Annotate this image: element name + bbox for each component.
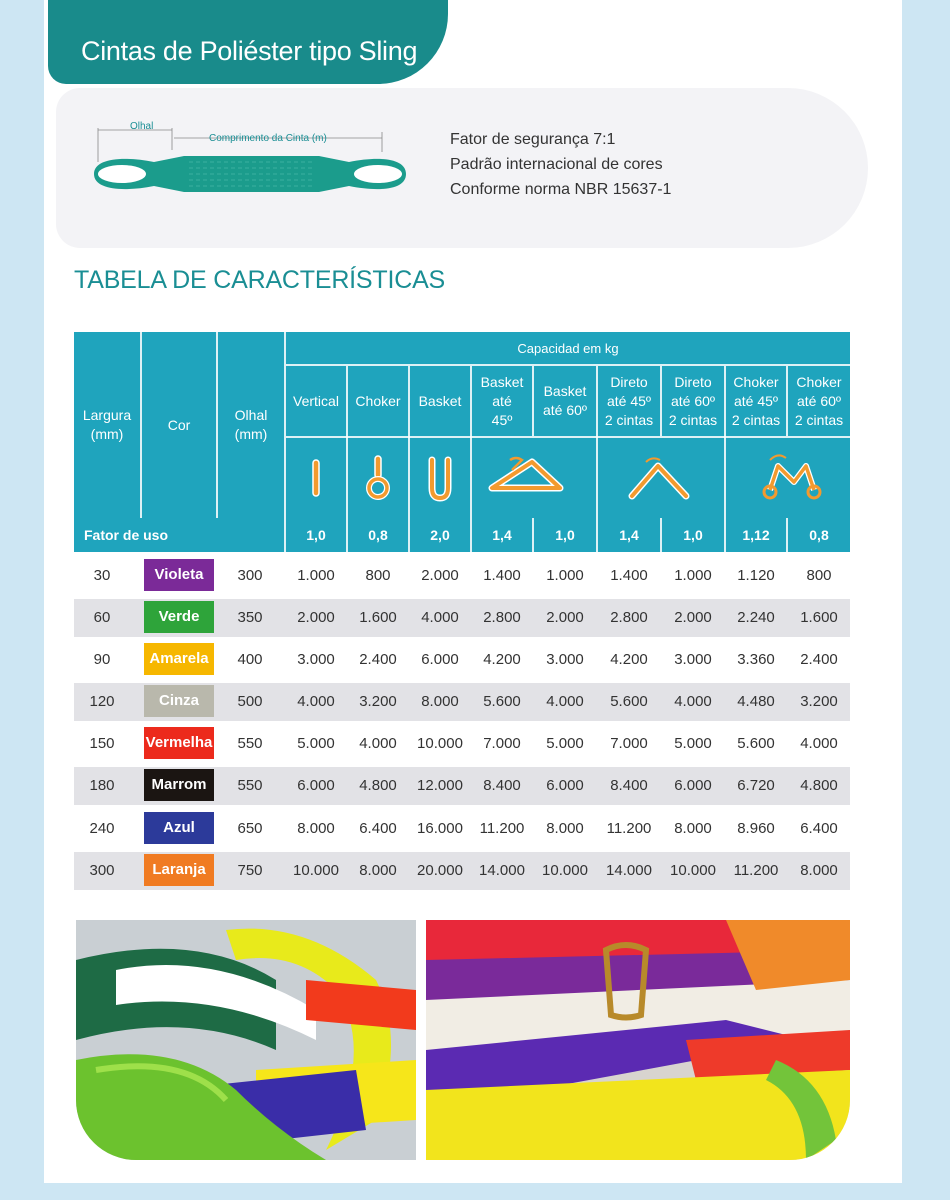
divider — [216, 332, 218, 518]
col-header-vertical: Vertical — [293, 392, 339, 409]
spec-norm: Conforme norma NBR 15637-1 — [450, 181, 672, 198]
cell-largura: 240 — [89, 820, 115, 837]
color-chip: Verde — [144, 601, 214, 633]
spec-color-standard: Padrão internacional de cores — [450, 156, 663, 173]
cell-value: 1.000 — [674, 567, 712, 584]
cell-value: 6.400 — [359, 820, 397, 837]
cell-value: 1.000 — [297, 567, 335, 584]
cell-largura: 90 — [93, 651, 111, 668]
factor-vertical: 1,0 — [306, 527, 326, 543]
table-row — [74, 852, 850, 890]
cell-olhal: 550 — [237, 777, 263, 794]
cell-value: 8.000 — [359, 862, 397, 879]
divider — [596, 518, 598, 552]
cell-value: 1.600 — [800, 609, 838, 626]
cell-olhal: 750 — [237, 862, 263, 879]
title-banner — [48, 0, 448, 84]
factor-choker-60: 0,8 — [809, 527, 829, 543]
cell-value: 1.600 — [359, 609, 397, 626]
cell-value: 10.000 — [293, 862, 339, 879]
col-header-basket-60: Basket até 60º — [542, 383, 588, 418]
cell-value: 4.000 — [421, 609, 459, 626]
table-row — [74, 767, 850, 805]
cell-value: 2.800 — [610, 609, 648, 626]
cell-value: 11.200 — [479, 820, 525, 837]
spec-safety-factor: Fator de segurança 7:1 — [450, 131, 616, 148]
direct-45-icon — [598, 438, 724, 518]
cell-largura: 180 — [89, 777, 115, 794]
cell-value: 2.000 — [674, 609, 712, 626]
sling-diagram — [84, 110, 414, 200]
fator-label: Fator de uso — [84, 527, 169, 543]
divider — [470, 366, 472, 436]
divider — [532, 518, 534, 552]
cell-largura: 60 — [93, 609, 111, 626]
cell-value: 4.000 — [674, 693, 712, 710]
cell-value: 6.400 — [800, 820, 838, 837]
cell-value: 8.400 — [610, 777, 648, 794]
factor-choker-45: 1,12 — [742, 527, 770, 543]
photo-slings-right — [426, 920, 850, 1160]
col-header-basket: Basket — [418, 392, 462, 409]
color-chip: Cinza — [144, 685, 214, 717]
cell-value: 10.000 — [417, 735, 463, 752]
cell-value: 8.000 — [421, 693, 459, 710]
factor-direto-60: 1,0 — [683, 527, 703, 543]
divider — [408, 518, 410, 552]
cell-value: 800 — [365, 567, 391, 584]
table-row — [74, 557, 850, 595]
cell-value: 6.000 — [674, 777, 712, 794]
cell-largura: 150 — [89, 735, 115, 752]
table-header — [74, 332, 850, 518]
cell-value: 8.960 — [737, 820, 775, 837]
cell-value: 4.200 — [483, 651, 521, 668]
col-header-basket-45: Basket até 45º — [480, 373, 524, 428]
color-chip: Violeta — [144, 559, 214, 591]
cell-value: 4.000 — [800, 735, 838, 752]
cell-value: 3.200 — [800, 693, 838, 710]
cell-value: 5.000 — [297, 735, 335, 752]
divider — [724, 518, 726, 552]
cell-value: 8.000 — [297, 820, 335, 837]
divider — [786, 366, 788, 436]
cell-largura: 300 — [89, 862, 115, 879]
color-chip: Laranja — [144, 854, 214, 886]
col-header-capacidade: Capacidad em kg — [517, 340, 619, 356]
section-title: TABELA DE CARACTERÍSTICAS — [74, 266, 446, 294]
cell-value: 4.200 — [610, 651, 648, 668]
divider — [660, 366, 662, 436]
divider — [408, 366, 410, 436]
cell-olhal: 550 — [237, 735, 263, 752]
cell-value: 5.600 — [737, 735, 775, 752]
factor-basket-60: 1,0 — [555, 527, 575, 543]
divider — [596, 366, 598, 436]
factor-direto-45: 1,4 — [619, 527, 639, 543]
choker-sling-icon — [348, 438, 408, 518]
cell-value: 6.000 — [421, 651, 459, 668]
cell-value: 6.000 — [297, 777, 335, 794]
cell-value: 6.720 — [737, 777, 775, 794]
cell-value: 4.480 — [737, 693, 775, 710]
cell-value: 4.800 — [359, 777, 397, 794]
cell-value: 5.000 — [674, 735, 712, 752]
cell-largura: 30 — [93, 567, 111, 584]
divider — [660, 518, 662, 552]
divider — [786, 518, 788, 552]
olhal-label: Olhal — [130, 121, 154, 132]
color-chip: Vermelha — [144, 727, 214, 759]
basket-45-icon — [472, 438, 596, 518]
color-chip: Amarela — [144, 643, 214, 675]
divider — [346, 366, 348, 436]
cell-value: 12.000 — [417, 777, 463, 794]
cell-value: 2.000 — [421, 567, 459, 584]
cell-value: 8.000 — [546, 820, 584, 837]
cell-olhal: 300 — [237, 567, 263, 584]
cell-value: 8.000 — [674, 820, 712, 837]
factor-basket: 2,0 — [430, 527, 450, 543]
cell-value: 4.000 — [359, 735, 397, 752]
col-header-cor: Cor — [167, 416, 191, 433]
table-row — [74, 641, 850, 679]
cell-value: 10.000 — [670, 862, 716, 879]
cell-value: 8.400 — [483, 777, 521, 794]
cell-value: 2.000 — [297, 609, 335, 626]
choker-45-icon — [726, 438, 850, 518]
table-row — [74, 599, 850, 637]
page-title: Cintas de Poliéster tipo Sling — [81, 36, 418, 66]
cell-value: 2.240 — [737, 609, 775, 626]
cell-olhal: 650 — [237, 820, 263, 837]
photo-slings-left — [76, 920, 416, 1160]
cell-value: 3.000 — [674, 651, 712, 668]
divider — [286, 364, 850, 366]
cell-value: 14.000 — [606, 862, 652, 879]
cell-olhal: 350 — [237, 609, 263, 626]
factor-choker: 0,8 — [368, 527, 388, 543]
cell-value: 5.000 — [546, 735, 584, 752]
col-header-direto-45: Direto até 45º 2 cintas — [604, 373, 654, 428]
cell-value: 4.800 — [800, 777, 838, 794]
cell-value: 1.000 — [546, 567, 584, 584]
cell-olhal: 500 — [237, 693, 263, 710]
cell-value: 3.360 — [737, 651, 775, 668]
cell-value: 16.000 — [417, 820, 463, 837]
cell-value: 5.600 — [610, 693, 648, 710]
divider — [346, 518, 348, 552]
cell-olhal: 400 — [237, 651, 263, 668]
col-header-olhal: Olhal (mm) — [234, 407, 268, 442]
divider — [470, 518, 472, 552]
cell-value: 5.600 — [483, 693, 521, 710]
table-row — [74, 725, 850, 763]
cell-value: 3.000 — [546, 651, 584, 668]
cell-value: 20.000 — [417, 862, 463, 879]
col-header-direto-60: Direto até 60º 2 cintas — [668, 373, 718, 428]
cell-largura: 120 — [89, 693, 115, 710]
cell-value: 2.000 — [546, 609, 584, 626]
cell-value: 7.000 — [610, 735, 648, 752]
fator-de-uso-row — [74, 518, 850, 552]
cell-value: 1.120 — [737, 567, 775, 584]
divider — [140, 332, 142, 518]
cell-value: 2.400 — [800, 651, 838, 668]
col-header-choker-60: Choker até 60º 2 cintas — [794, 373, 844, 428]
cell-value: 1.400 — [483, 567, 521, 584]
cell-value: 6.000 — [546, 777, 584, 794]
factor-basket-45: 1,4 — [492, 527, 512, 543]
cell-value: 3.000 — [297, 651, 335, 668]
col-header-choker-45: Choker até 45º 2 cintas — [731, 373, 781, 428]
cell-value: 8.000 — [800, 862, 838, 879]
color-chip: Marrom — [144, 769, 214, 801]
cell-value: 2.400 — [359, 651, 397, 668]
cell-value: 1.400 — [610, 567, 648, 584]
cell-value: 2.800 — [483, 609, 521, 626]
table-row — [74, 810, 850, 848]
table-row — [74, 683, 850, 721]
cell-value: 11.200 — [606, 820, 652, 837]
cell-value: 4.000 — [546, 693, 584, 710]
cell-value: 14.000 — [479, 862, 525, 879]
divider — [284, 518, 286, 552]
cell-value: 800 — [806, 567, 832, 584]
cell-value: 3.200 — [359, 693, 397, 710]
cell-value: 7.000 — [483, 735, 521, 752]
col-header-choker: Choker — [355, 392, 401, 409]
basket-sling-icon — [410, 438, 470, 518]
cell-value: 10.000 — [542, 862, 588, 879]
color-chip: Azul — [144, 812, 214, 844]
divider — [724, 366, 726, 436]
divider — [532, 366, 534, 436]
spec-list — [450, 127, 671, 202]
vertical-sling-icon — [286, 438, 346, 518]
cell-value: 4.000 — [297, 693, 335, 710]
col-header-largura: Largura (mm) — [82, 407, 132, 442]
cell-value: 11.200 — [733, 862, 779, 879]
length-label: Comprimento da Cinta (m) — [209, 133, 327, 144]
